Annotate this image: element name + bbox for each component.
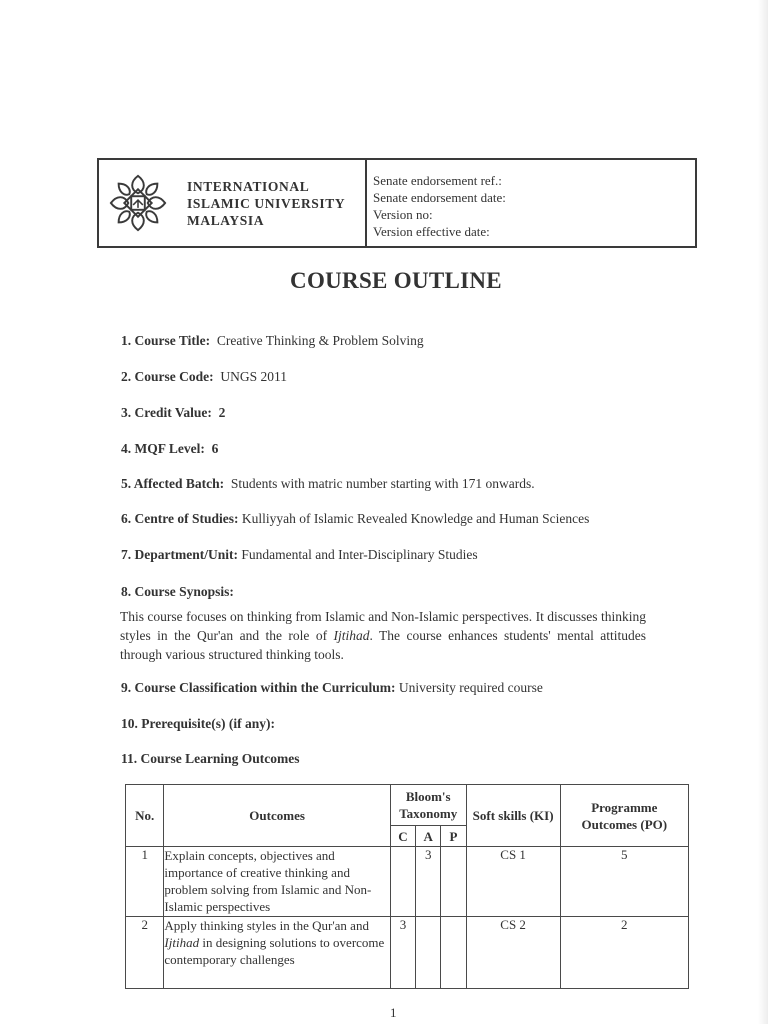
- affected-batch-value: Students with matric number starting with 171 onwards.: [230, 476, 535, 491]
- table-header-row: [126, 785, 689, 826]
- row-c: [390, 847, 415, 917]
- mqf-level-label: 4. MQF Level:: [121, 441, 205, 456]
- senate-date-label: Senate endorsement date:: [373, 190, 506, 205]
- header-a: A: [416, 826, 441, 847]
- centre-value: Kulliyyah of Islamic Revealed Knowledge and Human Sciences: [241, 511, 590, 526]
- row-no: 2: [126, 917, 164, 989]
- synopsis-label: 8. Course Synopsis:: [121, 584, 234, 599]
- prerequisite-item: [121, 716, 275, 732]
- affected-batch-label: 5. Affected Batch:: [121, 476, 225, 491]
- header-blooms: Bloom's Taxonomy: [390, 785, 466, 826]
- learning-outcomes-table: [125, 784, 689, 989]
- row-soft-skills: CS 2: [466, 917, 560, 989]
- clo-label: 11. Course Learning Outcomes: [121, 751, 300, 766]
- header-po: Programme Outcomes (PO): [560, 785, 688, 847]
- row-outcome-ijtihad: Ijtihad: [164, 935, 200, 950]
- course-title-item: [121, 333, 424, 349]
- version-date-label: Version effective date:: [373, 224, 490, 239]
- page-edge-shadow: [758, 0, 768, 1024]
- mqf-level-item: [121, 441, 218, 457]
- header-p: P: [441, 826, 466, 847]
- university-name-line: ISLAMIC UNIVERSITY: [187, 195, 346, 211]
- mqf-level-value: 6: [211, 441, 219, 456]
- synopsis-text-part: . The course enhances students' mental attitudes through various structured thinking tools.: [120, 628, 647, 662]
- university-block: [99, 160, 367, 246]
- header-box: [97, 158, 697, 248]
- university-name-line: INTERNATIONAL: [187, 178, 310, 194]
- row-c: 3: [390, 917, 415, 989]
- iium-logo-icon: [107, 172, 169, 234]
- header-outcomes: Outcomes: [164, 785, 390, 847]
- department-item: [121, 547, 478, 563]
- synopsis-text-part: This course focuses on thinking from Islamic and Non-Islamic perspectives. It discusses thinking styles in the Qur'an and the role of: [120, 609, 646, 643]
- course-title-value: Creative Thinking & Problem Solving: [216, 333, 424, 348]
- credit-value-value: 2: [218, 405, 226, 420]
- synopsis-item: [121, 584, 234, 600]
- row-outcome-part: Apply thinking styles in the Qur'an and: [164, 918, 369, 933]
- department-label: 7. Department/Unit:: [121, 547, 238, 562]
- table-row: [126, 847, 689, 917]
- synopsis-ijtihad: Ijtihad: [333, 628, 370, 643]
- row-outcome-part: in designing solutions to overcome contemporary challenges: [164, 935, 385, 967]
- row-no: 1: [126, 847, 164, 917]
- header-c: C: [390, 826, 415, 847]
- classification-value: University required course: [398, 680, 543, 695]
- row-outcome: Explain concepts, objectives and importance of creative thinking and problem solving from Islamic and Non-Islamic perspectives: [164, 847, 390, 917]
- credit-value-label: 3. Credit Value:: [121, 405, 212, 420]
- prerequisite-label: 10. Prerequisite(s) (if any):: [121, 716, 275, 731]
- row-outcome: [164, 917, 390, 989]
- row-soft-skills: CS 1: [466, 847, 560, 917]
- classification-item: [121, 680, 543, 696]
- row-p: [441, 917, 466, 989]
- course-title-label: 1. Course Title:: [121, 333, 211, 348]
- row-p: [441, 847, 466, 917]
- university-name-line: MALAYSIA: [187, 212, 265, 228]
- credit-value-item: [121, 405, 225, 421]
- row-a: [416, 917, 441, 989]
- course-code-item: [121, 369, 287, 385]
- header-soft-skills: Soft skills (KI): [466, 785, 560, 847]
- university-name: [187, 178, 345, 229]
- affected-batch-item: [121, 476, 535, 492]
- row-po: 2: [560, 917, 688, 989]
- page-title: COURSE OUTLINE: [290, 268, 502, 293]
- department-value: Fundamental and Inter-Disciplinary Studies: [241, 547, 478, 562]
- row-po: 5: [560, 847, 688, 917]
- header-no: No.: [126, 785, 164, 847]
- classification-label: 9. Course Classification within the Curriculum:: [121, 680, 396, 695]
- synopsis-text: [120, 607, 646, 664]
- table-row: [126, 917, 689, 989]
- clo-item: [121, 751, 300, 767]
- course-code-label: 2. Course Code:: [121, 369, 214, 384]
- centre-label: 6. Centre of Studies:: [121, 511, 239, 526]
- course-code-value: UNGS 2011: [220, 369, 288, 384]
- senate-ref-label: Senate endorsement ref.:: [373, 173, 502, 188]
- endorsement-info: [367, 160, 695, 246]
- version-no-label: Version no:: [373, 207, 433, 222]
- page-number: 1: [390, 1005, 397, 1020]
- centre-item: [121, 511, 589, 527]
- row-a: 3: [416, 847, 441, 917]
